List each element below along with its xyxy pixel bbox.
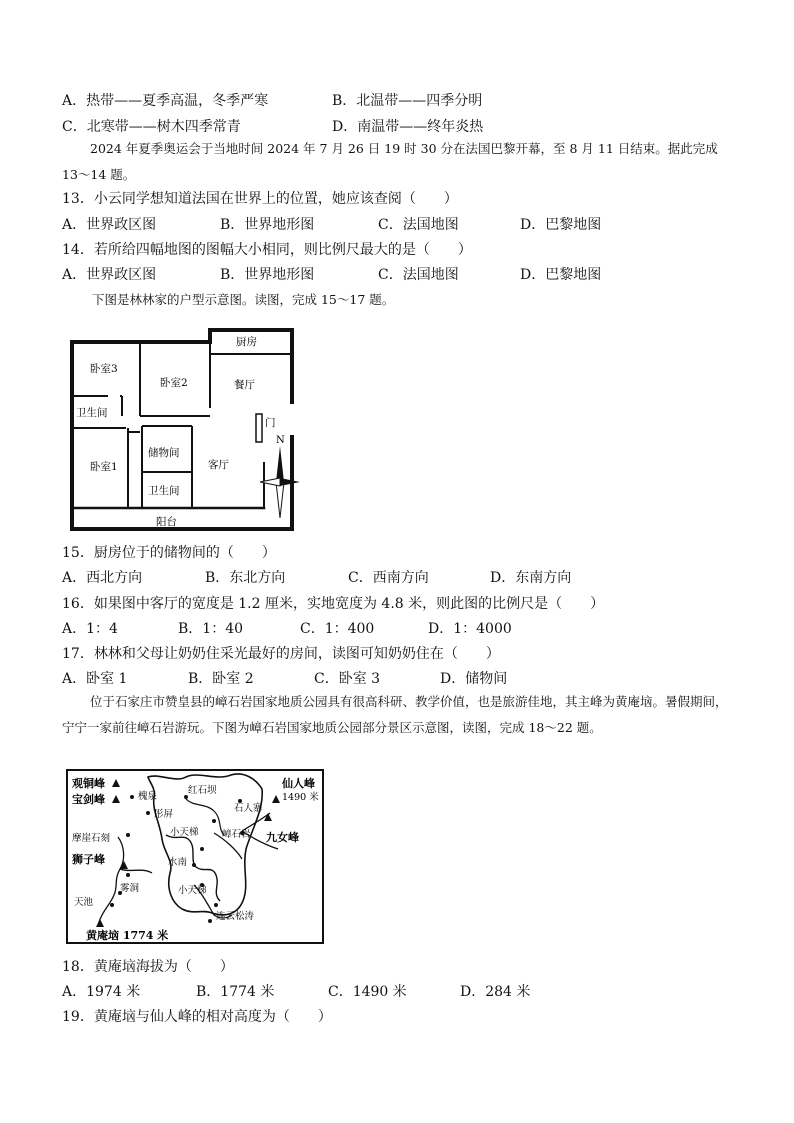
q17-option-a: A．卧室 1 (62, 671, 128, 687)
q16-option-c: C．1：400 (300, 621, 375, 637)
label-huaiquan: 槐泉 (138, 791, 158, 802)
q18-option-c: C．1490 米 (328, 984, 407, 1000)
room-bathroom-left: 卫生间 (76, 407, 108, 419)
label-wudong: 雾洞 (120, 883, 140, 894)
label-xiaotianti-2: 小天梯 (178, 885, 207, 896)
label-zhangshiyan: 嶂石岩 (222, 829, 251, 840)
label-hongshiba: 红石坝 (188, 785, 217, 796)
q18-stem: 18．黄庵垴海拔为（ ） (62, 959, 234, 975)
q18-option-a: A．1974 米 (62, 984, 141, 1000)
q17-option-b: B．卧室 2 (188, 671, 254, 687)
room-bedroom1: 卧室1 (90, 461, 118, 473)
q13-option-a: A．世界政区图 (62, 217, 157, 233)
q17-stem: 17．林林和父母让奶奶住采光最好的房间，读图可知奶奶住在（ ） (62, 646, 500, 662)
q12-option-d: D．南温带——终年炎热 (332, 119, 484, 135)
q15-option-b: B．东北方向 (205, 570, 286, 586)
intro-18-22: 位于石家庄市赞皇县的嶂石岩国家地质公园具有很高科研、教学价值，也是旅游佳地，其主峰为黄庵垴。暑假期间，宁宁一家前往嶂石岩游玩。下图为嶂石岩国家地质公园部分景区示意图，读图，完成 18～22 题。 (62, 694, 728, 735)
floorplan-figure (60, 322, 305, 534)
intro-13-14: 2024 年夏季奥运会于当地时间 2024 年 7 月 26 日 19 时 30 分在法国巴黎开幕，至 8 月 11 日结束。据此完成 13～14 题。 (62, 141, 718, 182)
room-bathroom-mid: 卫生间 (148, 485, 180, 497)
label-jiunvfeng: 九女峰 (266, 831, 299, 844)
q18-option-b: B．1774 米 (196, 984, 275, 1000)
q19-stem: 19．黄庵垴与仙人峰的相对高度为（ ） (62, 1009, 332, 1025)
label-xiaotianti-1: 小天梯 (170, 827, 199, 838)
q16-stem: 16．如果图中客厅的宽度是 1.2 厘米，实地宽度为 4.8 米，则此图的比例尺是（ ） (62, 596, 605, 612)
q14-option-d: D．巴黎地图 (520, 267, 602, 283)
q15-stem: 15．厨房位于的储物间的（ ） (62, 545, 276, 561)
label-xianrenfeng: 仙人峰 (282, 777, 315, 790)
q14-option-b: B．世界地形图 (220, 267, 315, 283)
q14-option-c: C．法国地图 (378, 267, 459, 283)
room-living: 客厅 (208, 459, 229, 471)
q12-option-a: A．热带——夏季高温，冬季严寒 (62, 93, 269, 109)
q15-option-c: C．西南方向 (348, 570, 429, 586)
room-bedroom2: 卧室2 (160, 377, 188, 389)
label-tianchi: 天池 (74, 897, 94, 908)
label-xianren-height: 1490 米 (282, 792, 319, 803)
room-kitchen: 厨房 (236, 336, 257, 348)
q13-stem: 13．小云同学想知道法国在世界上的位置，她应该查阅（ ） (62, 191, 458, 207)
q16-option-b: B．1：40 (178, 621, 244, 637)
label-moya: 摩崖石刻 (72, 833, 111, 844)
q17-option-d: D．储物间 (440, 671, 508, 687)
q14-stem: 14．若所给四幅地图的图幅大小相同，则比例尺最大的是（ ） (62, 242, 472, 258)
q13-option-d: D．巴黎地图 (520, 217, 602, 233)
label-shizifeng: 狮子峰 (72, 853, 105, 866)
q12-option-c: C．北寒带——树木四季常青 (62, 119, 241, 135)
q16-option-a: A．1：4 (62, 621, 118, 637)
label-guantong: 观铜峰 (72, 777, 105, 790)
door-label: 门 (265, 417, 276, 429)
label-shuinan: 水南 (168, 857, 188, 868)
intro-15-17: 下图是林林家的户型示意图。读图，完成 15～17 题。 (92, 292, 395, 307)
q14-option-a: A．世界政区图 (62, 267, 157, 283)
label-baofeng: 宝剑峰 (72, 793, 105, 806)
label-lianyun: 连云松涛 (216, 911, 255, 922)
q13-option-b: B．世界地形图 (220, 217, 315, 233)
q18-option-d: D．284 米 (460, 984, 531, 1000)
label-huangan: 黄庵垴 1774 米 (86, 929, 169, 942)
room-storage: 储物间 (148, 447, 180, 459)
park-map-figure (66, 769, 326, 945)
room-balcony: 阳台 (156, 516, 177, 528)
label-shirenzhai: 石人寨 (234, 803, 263, 814)
room-bedroom3: 卧室3 (90, 363, 118, 375)
q15-option-d: D．东南方向 (490, 570, 572, 586)
q12-option-b: B．北温带——四季分明 (332, 93, 483, 109)
q15-option-a: A．西北方向 (62, 570, 143, 586)
q17-option-c: C．卧室 3 (314, 671, 381, 687)
q13-option-c: C．法国地图 (378, 217, 459, 233)
label-tongping: 彤屏 (154, 809, 174, 820)
north-label: N (276, 435, 285, 446)
room-dining: 餐厅 (234, 379, 255, 391)
q16-option-d: D．1：4000 (428, 621, 512, 637)
